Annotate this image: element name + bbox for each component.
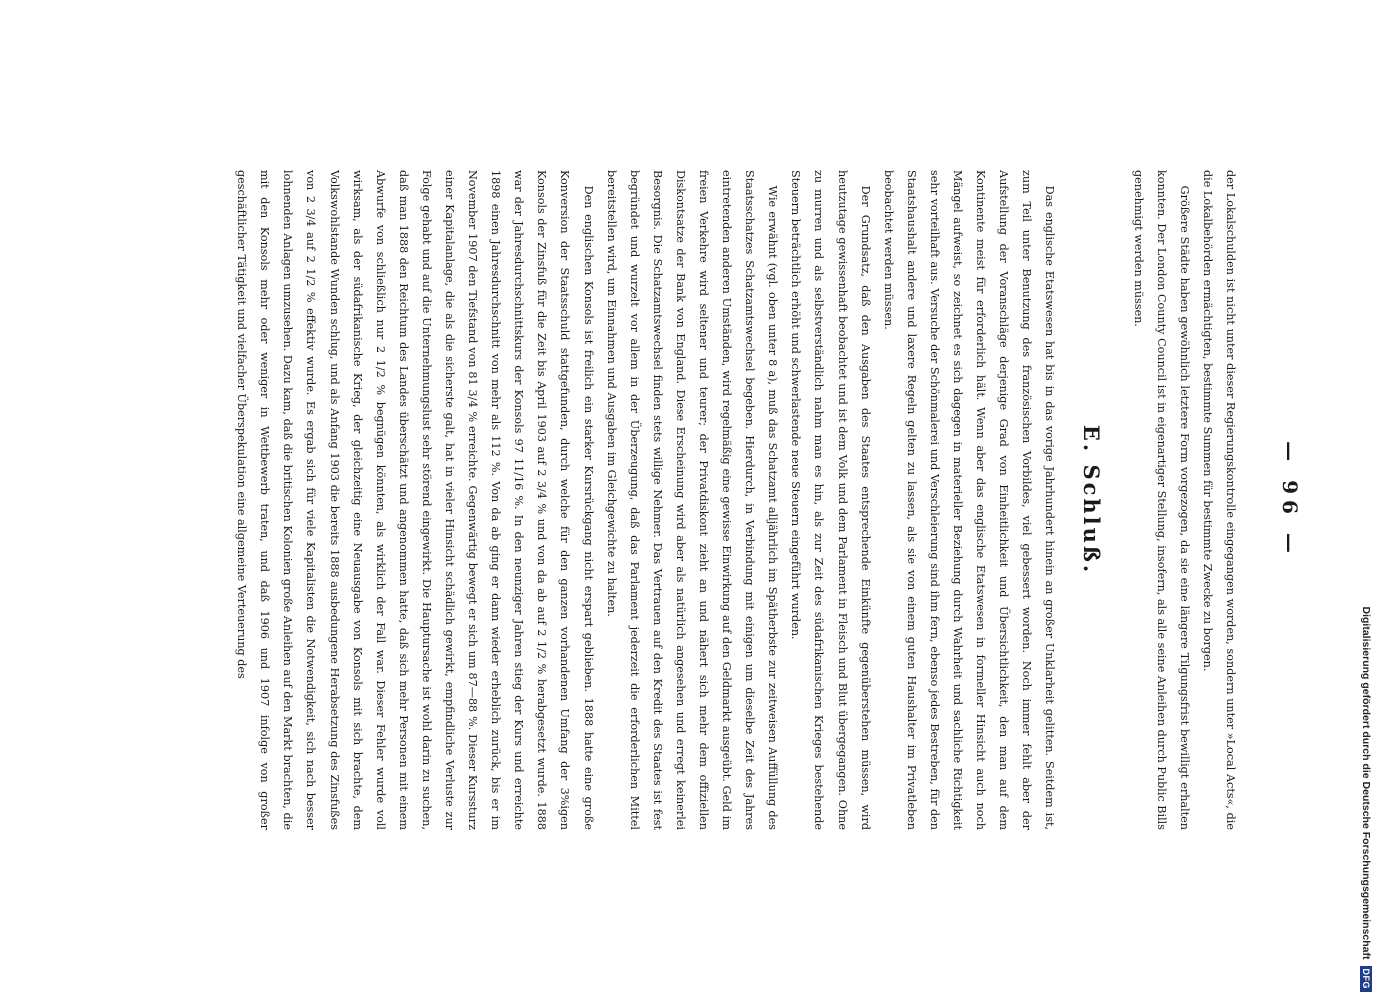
paragraph-larger-cities: Größere Städte haben gewöhnlich letztere Form vorgezogen, da sie eine längere Tilgungsfrist bewilligt erhalten konnten. Der London County Council ist in eigenartiger Stellung, insofern, als alle seine Anleihen durch Public Bills genehmigt werden müssen.	[1131, 170, 1191, 830]
digitization-credit	[1353, 0, 1379, 1000]
paragraph-consols: Den englischen Konsols ist freilich ein starker Kursrückgang nicht erspart geblieben. 1888 hatte eine große Konversion der Staatsschuld stattgefunden, durch welche für den ganzen vorhandenen Umfang der 3%igen Konsols der Zinsfuß für die Zeit bis April 1903 auf 2 3/4 % und von da ab auf 2 1/2 % herabgesetzt wurde. 1888 war der Jahresdurchschnittskurs der Konsols 97 11/16 %. In den neunziger Jahren stieg der Kurs und erreichte 1898 einen Jahresdurchschnitt von mehr als 112 %. Von da ab ging er dann wieder erheblich zurück, bis er im November 1907 den Tiefstand von 81 3/4 % erreichte. Gegenwärtig bewegt er sich um 87—88 %. Dieser Kurssturz einer Kapitalanlage, die als die sicherste galt, hat in vieler Hinsicht schädlich gewirkt, empfindliche Verluste zur Folge gehabt und auf die Unternehmungslust sehr störend eingewirkt. Die Hauptursache ist wohl darin zu suchen, daß man 1888 den Reichtum des Landes überschätzt und angenommen hatte, daß sich mehr Personen mit einem Abwurfe von schließlich nur 2 1/2 % begnügen könnten, als wirklich der Fall war. Dieser Fehler wurde voll wirksam, als der südafrikanische Krieg, der gleichzeitig eine Neuausgabe von Konsols mit sich brachte, dem Volkswohlstande Wunden schlug, und als Anfang 1903 die bereits 1888 ausbedungene Herabsetzung des Zinsfußes von 2 3/4 auf 2 1/2 % effektiv wurde. Es ergab sich für viele Kapitalisten die Notwendigkeit, sich nach besser lohnenden Anlagen umzusehen. Dazu kam, daß die britischen Kolonien große Anleihen auf den Markt brachten, die mit den Konsols mehr oder weniger in Wettbewerb traten, und daß 1906 und 1907 infolge von großer geschäftlicher Tätigkeit und vielfacher Überspekulation eine allgemeine Verteuerung des	[235, 170, 595, 830]
dfg-logo-icon: DFG	[1360, 966, 1372, 993]
paragraph-local-debts: der Lokalschulden ist nicht unter dieser Regierungskontrolle eingegangen worden, sondern unter »Local Acts«, die die Lokalbehörden ermächtigten, bestimmte Summen für bestimmte Zwecke zu borgen.	[1200, 170, 1237, 830]
paragraph-treasury-bills: Wie erwähnt (vgl. oben unter 8 a), muß das Schatzamt alljährlich im Spätherbste zur zeitweisen Auffüllung des Staatsschatzes Schatzamtswechsel begeben. Hierdurch, in Verbindung mit einigen um dieselbe Zeit des Jahres eintretenden anderen Umständen, wird regelmäßig eine gewisse Einwirkung auf den Geldmarkt ausgeübt. Geld im freien Verkehre wird seltener und teurer; der Privatdiskont zieht an und nähert sich mehr dem offiziellen Diskontsatze der Bank von England. Diese Erscheinung wird aber als natürlich angesehen und erregt keinerlei Besorgnis. Die Schatzamtswechsel finden stets willige Nehmer. Das Vertrauen auf den Kredit des Staates ist fest begründet und wurzelt vor allem in der Überzeugung, daß das Parlament jederzeit die erforderlichen Mittel bereitstellen wird, um Einnahmen und Ausgaben im Gleichgewichte zu halten.	[604, 170, 780, 830]
paragraph-budget-system: Das englische Etatswesen hat bis in das vorige Jahrhundert hinein an großer Unklarheit gelitten. Seitdem ist, zum Teil unter Benutzung des französischen Vorbildes, viel gebessert worden. Noch immer fehlt aber der Aufstellung der Voranschläge derjenige Grad von Einheitlichkeit und Übersichtlichkeit, den man auf dem Kontinente meist für erforderlich hält. Wenn aber das englische Etatswesen in formeller Hinsicht auch noch Mängel aufweist, so zeichnet es sich dagegen in materieller Beziehung durch Wahrheit und sachliche Richtigkeit sehr vorteilhaft aus. Versuche der Schönmalerei und Verschleierung sind ihm fern, ebenso jedes Bestreben, für den Staatshaushalt andere und laxere Regeln gelten zu lassen, als sie von einem guten Haushalter im Privatleben beobachtet werden müssen.	[881, 170, 1057, 830]
paragraph-principle: Der Grundsatz, daß den Ausgaben des Staates entsprechende Einkünfte gegenüberstehen müssen, wird heutzutage gewissenhaft beobachtet und ist dem Volk und dem Parlament in Fleisch und Blut übergegangen. Ohne zu murren und als selbstverständlich nahm man es hin, als zur Zeit des südafrikanischen Krieges bestehende Steuern beträchtlich erhöht und schwerlastende neue Steuern eingeführt wurden.	[789, 170, 872, 830]
body-text	[230, 170, 1242, 830]
section-heading: E. Schluß.	[1078, 424, 1104, 576]
rotated-page	[122, 170, 1302, 830]
page-number: — 96 —	[1278, 441, 1302, 559]
digitization-credit-text: Digitalisierung gefördert durch die Deutsche Forschungsgemeinschaft	[1360, 606, 1372, 960]
digitization-credit-inner	[1353, 0, 1379, 1000]
page-frame	[122, 170, 1302, 830]
